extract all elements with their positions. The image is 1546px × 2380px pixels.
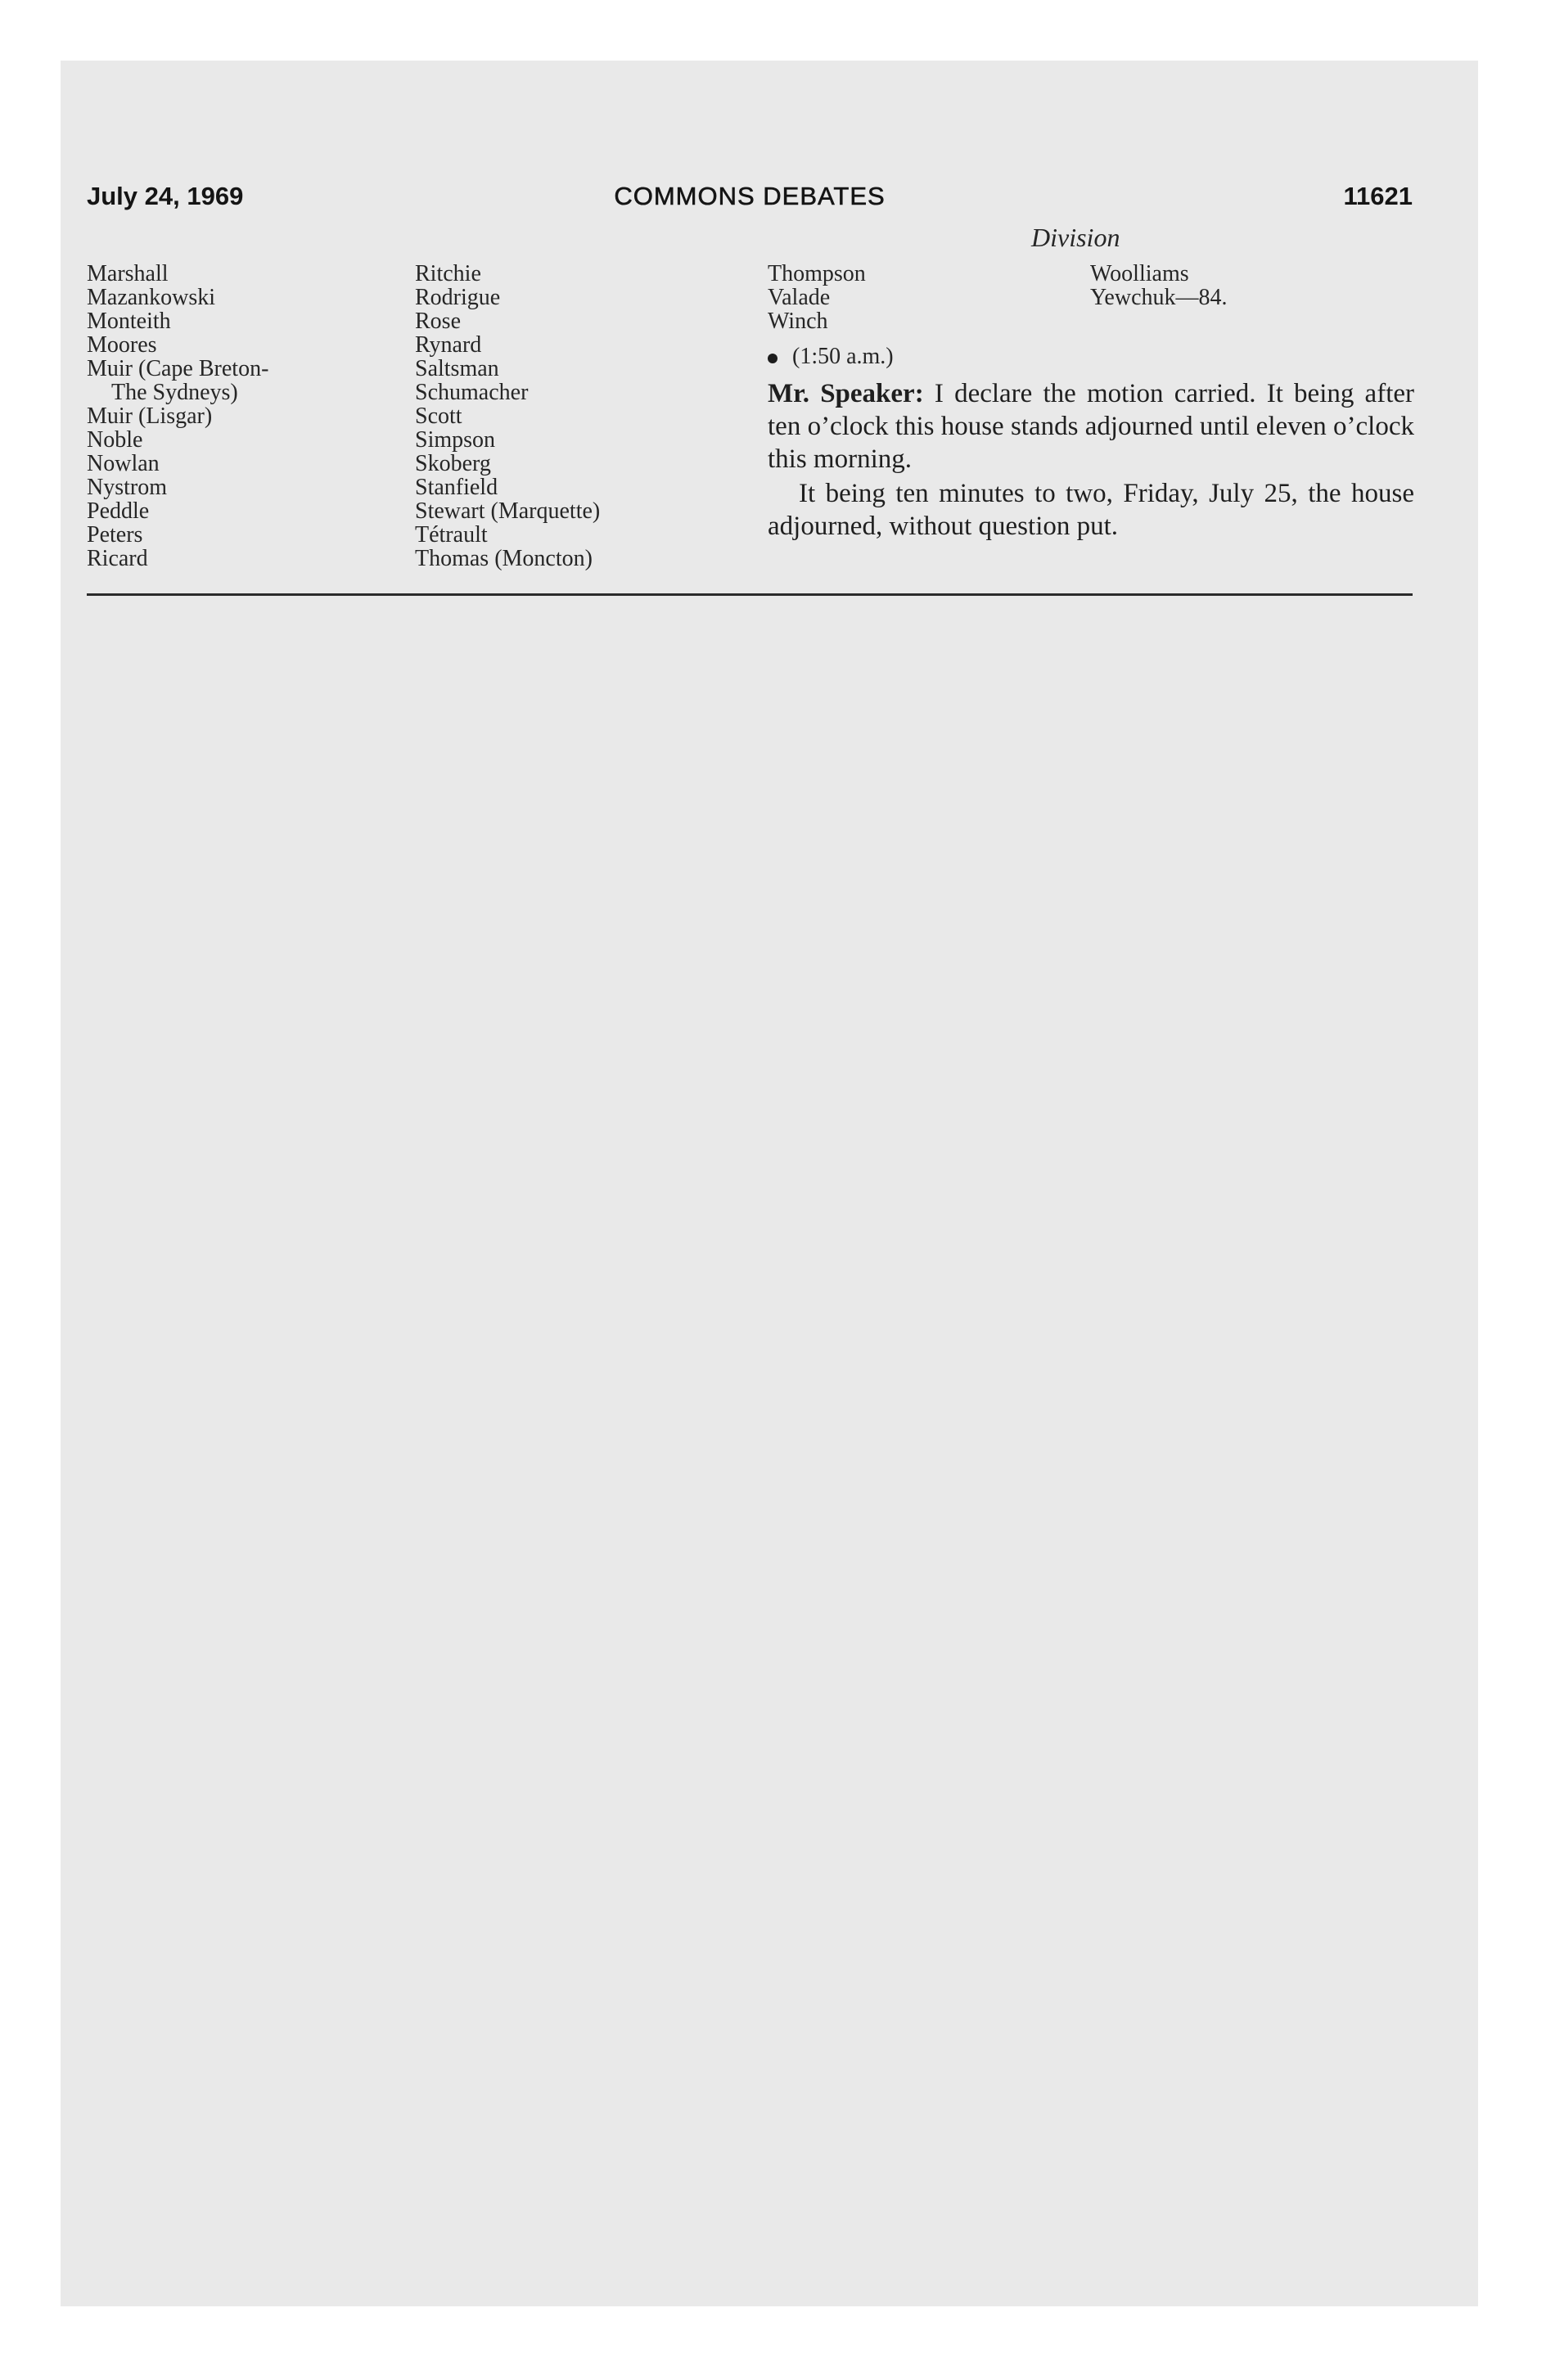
speaker-statement: I declare the motion carried. It being after ten o’clock this house stands adjourned until eleven o’clock this morning.: [768, 379, 1414, 474]
member-name: Scott: [415, 403, 462, 429]
member-name: Stewart (Marquette): [415, 498, 601, 524]
member-name: Peters: [87, 522, 143, 548]
bullet-icon: [768, 354, 778, 363]
member-name: The Sydneys): [111, 380, 238, 405]
section-divider: [87, 593, 1413, 596]
member-name: Rose: [415, 309, 461, 334]
member-name: Muir (Cape Breton-: [87, 356, 269, 381]
header-page-number: 11621: [1343, 182, 1413, 210]
member-name: Noble: [87, 427, 143, 453]
names-column-3: [768, 262, 866, 333]
member-name: Saltsman: [415, 356, 499, 381]
member-name: Muir (Lisgar): [87, 403, 213, 429]
names-column-1: [87, 262, 268, 570]
timestamp-line: [768, 344, 894, 370]
speaker-label: Mr. Speaker:: [768, 379, 924, 408]
timestamp: (1:50 a.m.): [792, 344, 894, 369]
member-name: Tétrault: [415, 522, 488, 548]
member-name: Moores: [87, 332, 157, 358]
member-name: Rodrigue: [415, 285, 501, 310]
member-name: Ricard: [87, 546, 148, 571]
member-name: Yewchuk—84.: [1090, 285, 1228, 310]
member-name: Stanfield: [415, 475, 498, 500]
member-name: Rynard: [415, 332, 482, 358]
division-heading: Division: [1031, 223, 1120, 252]
member-name: Winch: [768, 309, 828, 334]
member-name: Marshall: [87, 261, 169, 286]
member-name: Ritchie: [415, 261, 481, 286]
member-name: Mazankowski: [87, 285, 216, 310]
member-name: Thompson: [768, 261, 866, 286]
member-name: Schumacher: [415, 380, 529, 405]
member-name: Simpson: [415, 427, 496, 453]
member-name: Thomas (Moncton): [415, 546, 593, 571]
member-name: Nowlan: [87, 451, 160, 476]
speaker-paragraph: [768, 377, 1414, 476]
names-column-4: [1090, 262, 1228, 309]
page-header: [87, 182, 1413, 221]
member-name: Valade: [768, 285, 831, 310]
member-name: Skoberg: [415, 451, 491, 476]
header-title: COMMONS DEBATES: [614, 182, 886, 210]
header-date: July 24, 1969: [87, 182, 244, 210]
member-name: Woolliams: [1090, 261, 1189, 286]
names-column-2: [415, 262, 600, 570]
member-name: Monteith: [87, 309, 171, 334]
member-name: Nystrom: [87, 475, 167, 500]
adjournment-paragraph: It being ten minutes to two, Friday, July 25, the house adjourned, without question put.: [768, 479, 1414, 541]
member-name: Peddle: [87, 498, 150, 524]
